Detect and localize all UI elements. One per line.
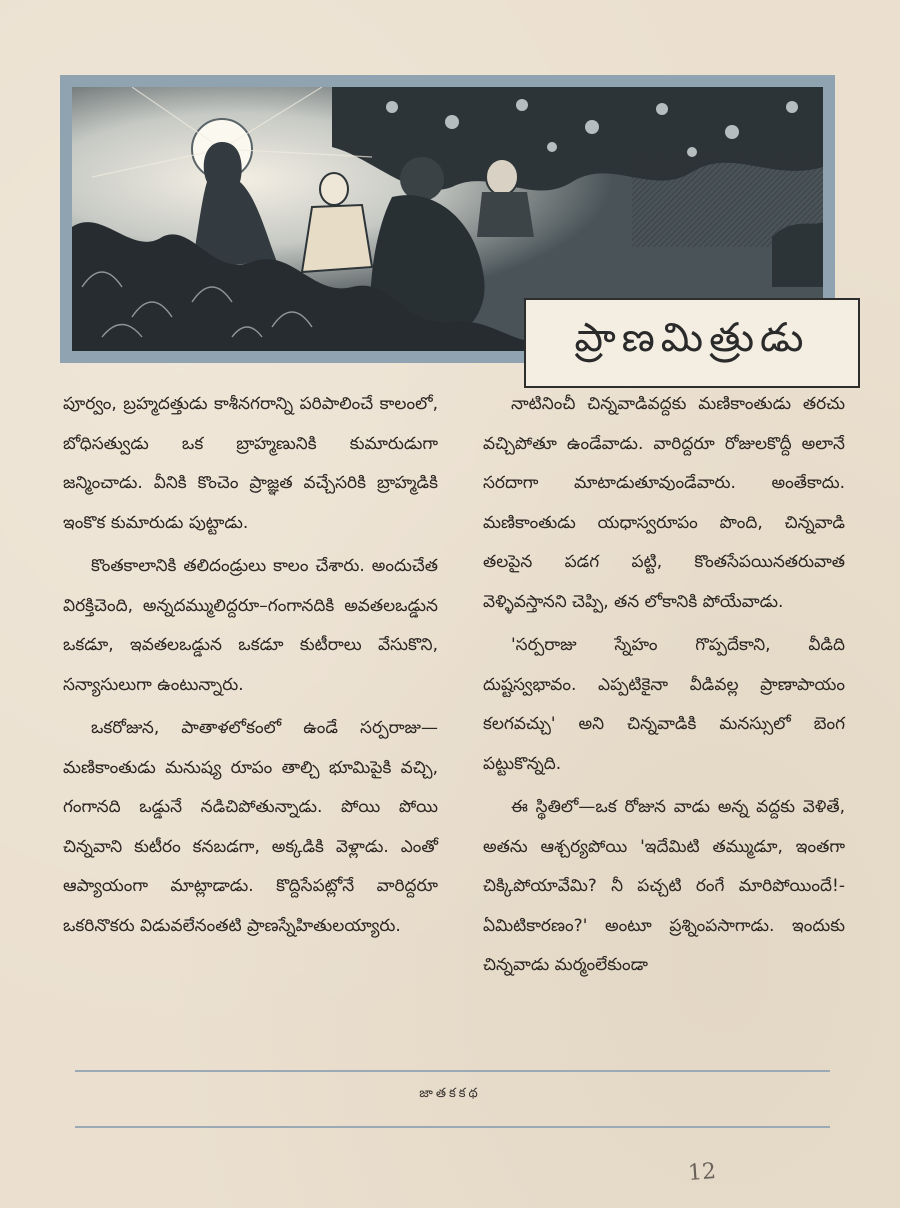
story-title: ప్రాణమిత్రుడు [574,315,810,361]
footer-section-label: జాతకకథ [419,1086,481,1101]
right-paragraph-3: ఈ స్థితిలో—ఒక రోజున వాడు అన్న వద్దకు వెళితే, అతను ఆశ్చర్యపోయి 'ఇదేమిటి తమ్ముడూ, ఇంతగా చిక్కిపోయావేమి? నీ పచ్చటి రంగే మారిపోయిందే!-ఏమిటికారణం?' అంటూ ప్రశ్నింపసాగాడు. ఇందుకు చిన్నవాడు మర్మంలేకుండా [483,797,845,975]
header-illustration-frame [60,75,835,363]
left-column [63,385,438,950]
left-paragraph-3: ఒకరోజున, పాతాళలోకంలో ఉండే సర్పరాజు—మణికాంతుడు మనుష్య రూపం తాల్చి భూమిపైకి వచ్చి, గంగానది ఒడ్డునే నడిచిపోతున్నాడు. పోయి పోయి చిన్నవాని కుటీరం కనబడగా, అక్కడికి వెళ్లాడు. ఎంతో ఆప్యాయంగా మాట్లాడాడు. కొద్దిసేపట్లోనే వారిద్దరూ ఒకరినొకరు విడువలేనంతటి ప్రాణస్నేహితులయ్యారు. [63,718,438,936]
footer-rule-bottom [75,1126,830,1128]
right-column [483,385,845,990]
right-paragraph-2: 'సర్పరాజు స్నేహం గొప్పదేకాని, వీడిది దుష్టస్వభావం. ఎప్పటికైనా వీడివల్ల ప్రాణాపాయం కలగవచ్చు' అని చిన్నవాడికి మనస్సులో బెంగ పట్టుకొన్నది. [483,635,845,774]
left-paragraph-2: కొంతకాలానికి తలిదండ్రులు కాలం చేశారు. అందుచేత విరక్తిచెంది, అన్నదమ్ములిద్దరూ–గంగానదికి అవతలఒడ్డున ఒకడూ, ఇవతలఒడ్డున ఒకడూ కుటీరాలు వేసుకొని, సన్యాసులుగా ఉంటున్నారు. [63,556,438,695]
footer-rule-top [75,1070,830,1072]
handwritten-page-number: 12 [687,1159,717,1186]
left-paragraph-1: పూర్వం, బ్రహ్మదత్తుడు కాశీనగరాన్ని పరిపాలించే కాలంలో, బోధిసత్వుడు ఒక బ్రాహ్మణునికి కుమారుడుగా జన్మించాడు. వీనికి కొంచెం ప్రాజ్ఞత వచ్చేసరికి బ్రాహ్మడికి ఇంకొక కుమారుడు పుట్టాడు. [63,394,438,533]
right-paragraph-1: నాటినించీ చిన్నవాడివద్దకు మణికాంతుడు తరచు వచ్చిపోతూ ఉండేవాడు. వారిద్దరూ రోజులకొద్దీ అలానే సరదాగా మాటాడుతూవుండేవారు. అంతేకాదు. మణికాంతుడు యధాస్వరూపం పొంది, చిన్నవాడి తలపైన పడగ పట్టి, కొంతసేపయినతరువాత వెళ్ళివస్తానని చెప్పి, తన లోకానికి పోయేవాడు. [483,394,845,612]
title-box [524,298,860,388]
